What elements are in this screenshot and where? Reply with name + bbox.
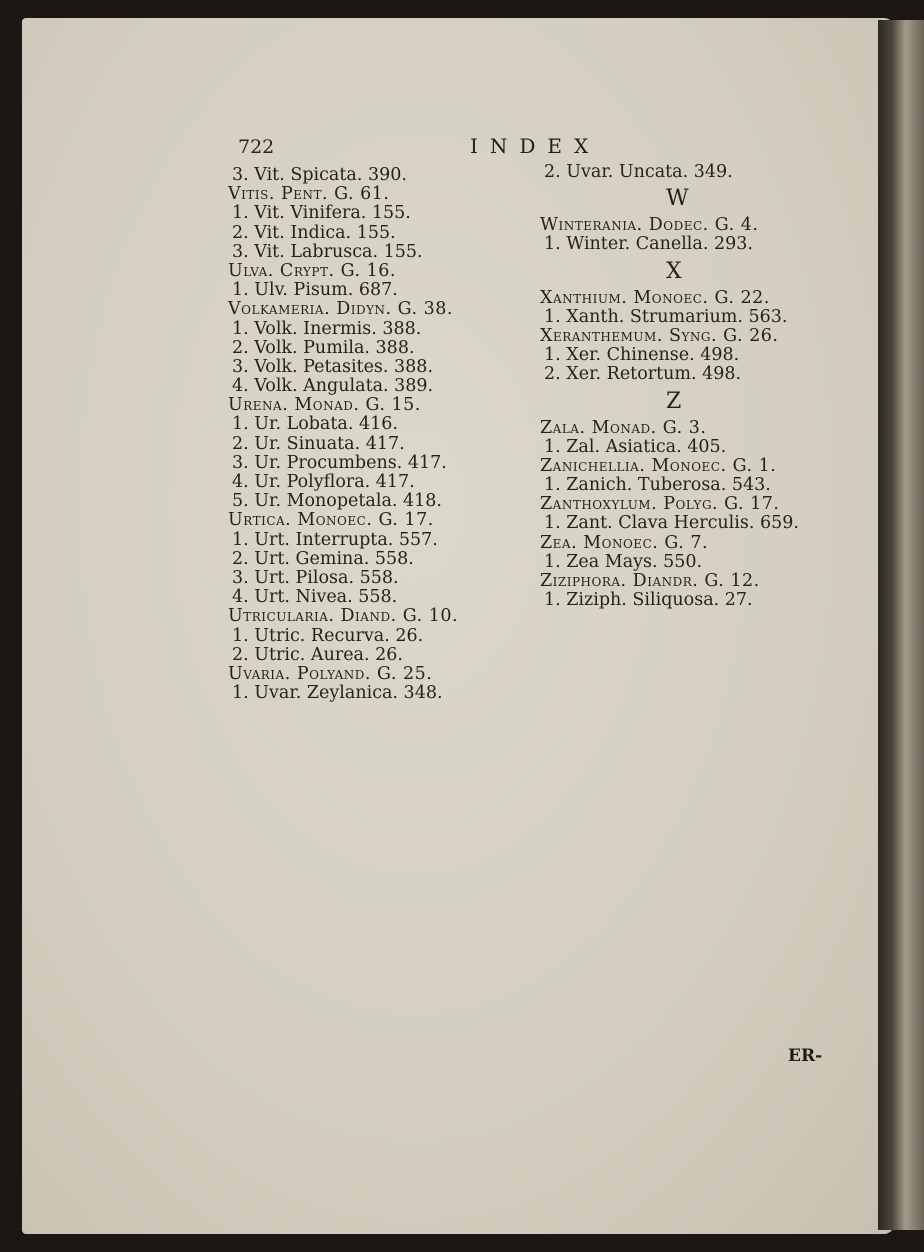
section-letter: W [666, 186, 689, 212]
species-entry: 2. Urt. Gemina. 558. [232, 548, 414, 569]
species-entry: 1. Xer. Chinense. 498. [544, 345, 740, 366]
species-entry: 2. Utric. Aurea. 26. [232, 644, 403, 665]
species-entry: 3. Volk. Petasites. 388. [232, 356, 434, 377]
species-entry: 1. Utric. Recurva. 26. [232, 625, 424, 646]
species-entry: 3. Vit. Labrusca. 155. [232, 241, 423, 262]
index-column-left [228, 166, 528, 703]
running-header: INDEX [470, 134, 601, 158]
species-entry: 3. Ur. Procumbens. 417. [232, 452, 447, 473]
genus-entry: Xanthium. Monoec. G. 22. [540, 287, 770, 308]
species-entry: 1. Vit. Vinifera. 155. [232, 203, 411, 224]
species-entry: 2. Uvar. Uncata. 349. [544, 162, 733, 182]
species-entry: 1. Ur. Lobata. 416. [232, 414, 398, 435]
species-entry: 2. Vit. Indica. 155. [232, 222, 396, 243]
genus-entry: Utricularia. Diand. G. 10. [228, 606, 459, 627]
book-spine [878, 20, 924, 1230]
species-entry: 1. Zant. Clava Herculis. 659. [544, 513, 799, 534]
species-entry: 1. Ziziph. Siliquosa. 27. [544, 590, 753, 611]
species-entry: 1. Zea Mays. 550. [544, 551, 703, 572]
genus-entry: Zala. Monad. G. 3. [540, 417, 707, 438]
species-entry: 2. Xer. Retortum. 498. [544, 364, 742, 385]
genus-entry: Xeranthemum. Syng. G. 26. [540, 325, 779, 346]
species-entry: 5. Ur. Monopetala. 418. [232, 491, 442, 512]
genus-entry: Zanichellia. Monoec. G. 1. [540, 455, 777, 476]
species-entry: 3. Urt. Pilosa. 558. [232, 567, 399, 588]
genus-entry: Zea. Monoec. G. 7. [540, 532, 709, 553]
index-column-right [540, 163, 870, 610]
species-entry: 1. Urt. Interrupta. 557. [232, 529, 438, 550]
species-entry: 2. Volk. Pumila. 388. [232, 337, 415, 358]
species-entry: 1. Ulv. Pisum. 687. [232, 280, 398, 301]
genus-entry: Uvaria. Polyand. G. 25. [228, 663, 433, 684]
species-entry: 4. Urt. Nivea. 558. [232, 587, 398, 608]
species-entry: 4. Volk. Angulata. 389. [232, 376, 434, 397]
genus-entry: Vitis. Pent. G. 61. [228, 184, 390, 205]
species-entry: 1. Zanich. Tuberosa. 543. [544, 475, 771, 496]
species-entry: 1. Uvar. Zeylanica. 348. [232, 683, 443, 704]
species-entry: 2. Ur. Sinuata. 417. [232, 433, 405, 454]
genus-entry: Volkameria. Didyn. G. 38. [228, 299, 453, 320]
species-entry: 1. Volk. Inermis. 388. [232, 318, 422, 339]
species-entry: 4. Ur. Polyflora. 417. [232, 472, 415, 492]
page-number: 722 [238, 136, 275, 158]
catchword: ER- [788, 1046, 823, 1066]
species-entry: 1. Xanth. Strumarium. 563. [544, 306, 788, 327]
species-entry: 1. Zal. Asiatica. 405. [544, 436, 727, 457]
species-entry: 3. Vit. Spicata. 390. [232, 165, 407, 185]
genus-entry: Zanthoxylum. Polyg. G. 17. [540, 494, 780, 515]
section-letter: Z [666, 388, 682, 414]
genus-entry: Ziziphora. Diandr. G. 12. [540, 571, 760, 591]
section-letter: X [666, 258, 682, 284]
genus-entry: Urena. Monad. G. 15. [228, 395, 421, 416]
genus-entry: Urtica. Monoec. G. 17. [228, 510, 434, 531]
genus-entry: Ulva. Crypt. G. 16. [228, 260, 396, 281]
genus-entry: Winterania. Dodec. G. 4. [540, 215, 759, 236]
species-entry: 1. Winter. Canella. 293. [544, 234, 753, 255]
